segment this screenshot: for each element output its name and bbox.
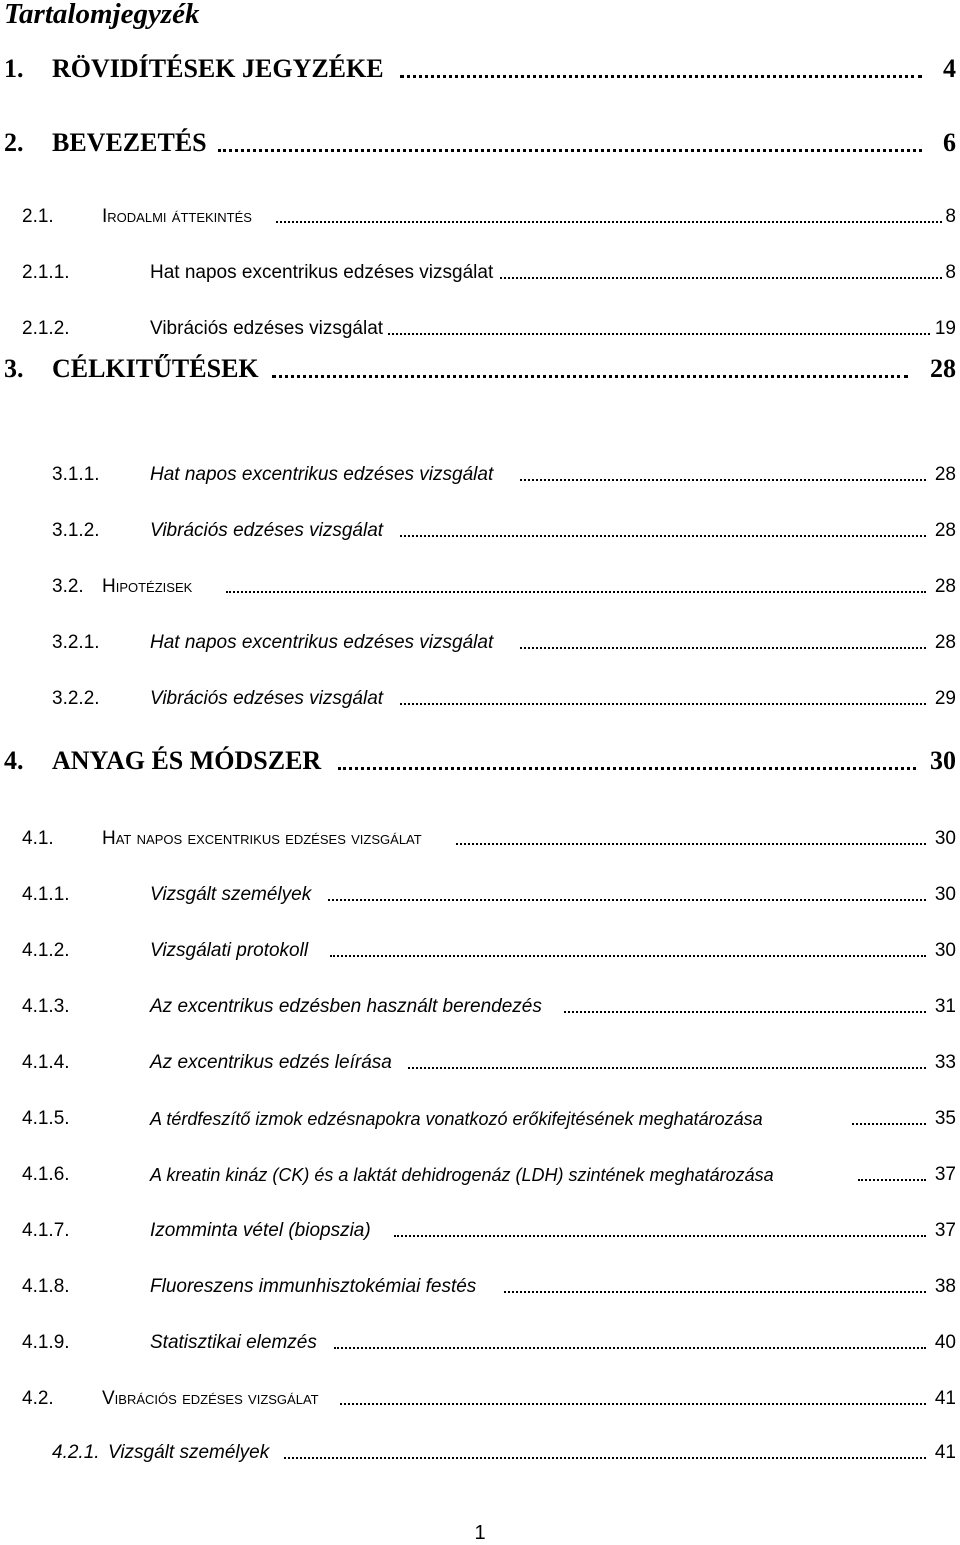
- toc-page: 33: [934, 1052, 956, 1073]
- toc-page: 28: [934, 464, 956, 485]
- toc-leader: [394, 1235, 926, 1237]
- toc-entry[interactable]: [0, 874, 960, 904]
- toc-page: 41: [934, 1388, 956, 1409]
- toc-entry[interactable]: [0, 196, 960, 226]
- toc-entry[interactable]: [0, 454, 960, 484]
- toc-number: 4.1.9.: [22, 1332, 70, 1353]
- toc-entry[interactable]: [0, 1378, 960, 1408]
- toc-text: Hipotézisek: [102, 576, 193, 597]
- toc-page: 30: [934, 884, 956, 905]
- toc-text: Vibrációs edzéses vizsgálat: [102, 1388, 319, 1409]
- toc-number: 4.1.1.: [22, 884, 70, 905]
- toc-entry[interactable]: [0, 744, 960, 774]
- toc-entry[interactable]: [0, 818, 960, 848]
- toc-leader: [564, 1011, 926, 1013]
- toc-number: 2.1.2.: [22, 318, 70, 339]
- toc-leader: [400, 75, 922, 78]
- toc-leader: [218, 149, 922, 152]
- toc-leader: [284, 1457, 926, 1459]
- toc-leader: [400, 703, 926, 705]
- toc-leader: [226, 591, 926, 593]
- toc-leader: [456, 843, 926, 845]
- toc-leader: [500, 277, 942, 279]
- toc-number: 1.: [4, 54, 24, 83]
- toc-text: Hat napos excentrikus edzéses vizsgálat: [150, 632, 494, 653]
- toc-number: 4.2.: [22, 1388, 54, 1409]
- toc-entry[interactable]: [0, 1098, 960, 1128]
- toc-text: RÖVIDÍTÉSEK JEGYZÉKE: [52, 54, 384, 83]
- toc-entry[interactable]: [0, 126, 960, 156]
- toc-number: 3.1.2.: [52, 520, 100, 541]
- toc-text: Izomminta vétel (biopszia): [150, 1220, 371, 1241]
- toc-text: Vibrációs edzéses vizsgálat: [150, 318, 384, 339]
- page-title: Tartalomjegyzék: [4, 0, 200, 30]
- toc-text: Irodalmi áttekintés: [102, 206, 252, 227]
- toc-entry[interactable]: [0, 252, 960, 282]
- toc-leader: [504, 1291, 926, 1293]
- toc-number: 3.2.2.: [52, 688, 100, 709]
- toc-leader: [388, 333, 930, 335]
- toc-entry[interactable]: [0, 52, 960, 82]
- toc-text: CÉLKITŰTÉSEK: [52, 354, 259, 383]
- toc-text: Az excentrikus edzés leírása: [150, 1052, 392, 1073]
- toc-page: 31: [934, 996, 956, 1017]
- toc-text: Vibrációs edzéses vizsgálat: [150, 520, 384, 541]
- toc-text: Vizsgált személyek: [150, 884, 312, 905]
- toc-entry[interactable]: [0, 1042, 960, 1072]
- toc-text: Az excentrikus edzésben használt berendezés: [150, 996, 542, 1017]
- toc-number: 4.1.5.: [22, 1108, 70, 1129]
- toc-page: 30: [934, 940, 956, 961]
- toc-number: 3.: [4, 354, 24, 383]
- toc-leader: [858, 1179, 926, 1181]
- toc-text: A kreatin kináz (CK) és a laktát dehidrogenáz (LDH) szintének meghatározása: [150, 1165, 774, 1185]
- toc-text: Hat napos excentrikus edzéses vizsgálat: [150, 262, 494, 283]
- toc-entry[interactable]: [0, 1154, 960, 1184]
- toc-number: 4.1.8.: [22, 1276, 70, 1297]
- toc-leader: [330, 955, 926, 957]
- toc-entry[interactable]: [0, 352, 960, 382]
- toc-number: 4.1.4.: [22, 1052, 70, 1073]
- toc-text: BEVEZETÉS: [52, 128, 207, 157]
- toc-leader: [338, 767, 916, 770]
- toc-page: 41: [934, 1442, 956, 1463]
- toc-number: 3.2.: [52, 576, 84, 597]
- toc-page: 19: [934, 318, 956, 339]
- toc-number: 4.: [4, 746, 24, 775]
- toc-page: 8: [945, 206, 956, 227]
- toc-entry[interactable]: [0, 566, 960, 596]
- toc-text: Hat napos excentrikus edzéses vizsgálat: [150, 464, 494, 485]
- toc-text: A térdfeszítő izmok edzésnapokra vonatkozó erőkifejtésének meghatározása: [150, 1109, 763, 1129]
- toc-number: 3.2.1.: [52, 632, 100, 653]
- toc-page: 35: [934, 1108, 956, 1129]
- toc-entry[interactable]: [0, 622, 960, 652]
- toc-number: 2.1.1.: [22, 262, 70, 283]
- toc-entry[interactable]: [0, 1210, 960, 1240]
- toc-text: Vizsgálati protokoll: [150, 940, 309, 961]
- toc-leader: [276, 221, 942, 223]
- toc-page: 40: [934, 1332, 956, 1353]
- toc-page: 4: [943, 54, 956, 83]
- page-number: 1: [474, 1522, 486, 1544]
- toc-entry[interactable]: [0, 930, 960, 960]
- toc-page: 30: [934, 828, 956, 849]
- toc-entry[interactable]: [0, 678, 960, 708]
- toc-leader: [520, 479, 926, 481]
- toc-page: 37: [934, 1220, 956, 1241]
- toc-leader: [272, 375, 908, 378]
- toc-page: 8: [945, 262, 956, 283]
- toc-number: 4.1.6.: [22, 1164, 70, 1185]
- toc-number: 4.1.2.: [22, 940, 70, 961]
- toc-page: 28: [930, 354, 956, 383]
- toc-entry[interactable]: [0, 1266, 960, 1296]
- toc-entry[interactable]: [0, 308, 960, 338]
- toc-entry[interactable]: [0, 1322, 960, 1352]
- toc-leader: [852, 1123, 926, 1125]
- toc-page: 37: [934, 1164, 956, 1185]
- toc-page: 29: [934, 688, 956, 709]
- toc-text: Vizsgált személyek: [108, 1442, 270, 1463]
- toc-number: 2.: [4, 128, 24, 157]
- toc-text: Statisztikai elemzés: [150, 1332, 317, 1353]
- toc-page: 28: [934, 576, 956, 597]
- toc-number: 3.1.1.: [52, 464, 100, 485]
- toc-text: Vibrációs edzéses vizsgálat: [150, 688, 384, 709]
- toc-leader: [328, 899, 926, 901]
- toc-leader: [520, 647, 926, 649]
- toc-page: 6: [943, 128, 956, 157]
- toc-text: Fluoreszens immunhisztokémiai festés: [150, 1276, 477, 1297]
- toc-leader: [400, 535, 926, 537]
- toc-page: 28: [934, 632, 956, 653]
- toc-text: Hat napos excentrikus edzéses vizsgálat: [102, 828, 422, 849]
- toc-entry[interactable]: [0, 510, 960, 540]
- toc-text: ANYAG ÉS MÓDSZER: [52, 746, 322, 775]
- toc-number: 4.1.3.: [22, 996, 70, 1017]
- toc-leader: [408, 1067, 926, 1069]
- toc-number: 2.1.: [22, 206, 54, 227]
- toc-page: 28: [934, 520, 956, 541]
- toc-leader: [334, 1347, 926, 1349]
- toc-entry[interactable]: [0, 986, 960, 1016]
- toc-page: 30: [930, 746, 956, 775]
- toc-entry[interactable]: [0, 1432, 960, 1462]
- toc-page: 38: [934, 1276, 956, 1297]
- toc-number: 4.1.: [22, 828, 54, 849]
- toc-leader: [340, 1403, 926, 1405]
- toc-number: 4.2.1.: [52, 1442, 100, 1463]
- toc-number: 4.1.7.: [22, 1220, 70, 1241]
